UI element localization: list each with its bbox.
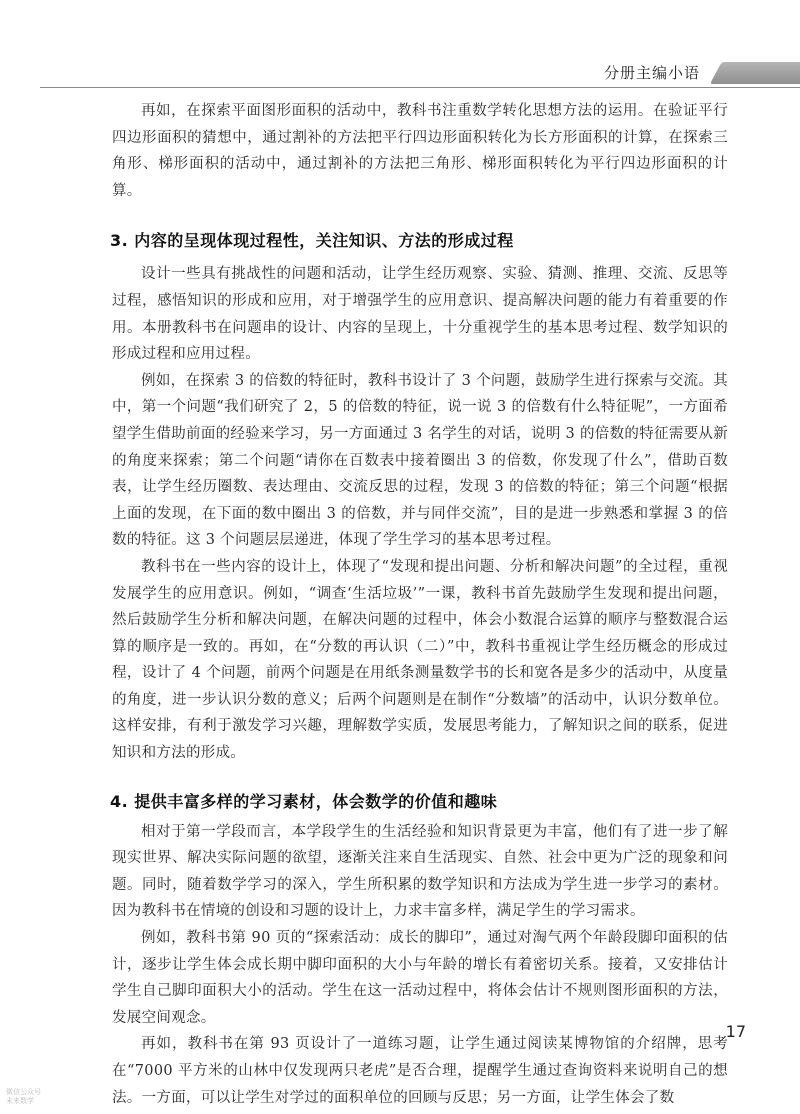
watermark <box>6 1088 41 1106</box>
page-number: 17 <box>725 1022 746 1041</box>
section-heading: 3. 内容的呈现体现过程性，关注知识、方法的形成过程 <box>110 231 514 251</box>
paragraph: 例如，在探索 3 的倍数的特征时，教科书设计了 3 个问题，鼓励学生进行探索与交流。其中，第一个问题“我们研究了 2，5 的倍数的特征，说一说 3 的倍数有什么特征呢”，一方面希望学生借助前面的经验来学习，另一方面通过 3 名学生的对话，说明 3 的倍数的特征需要从新的角度来探索；第二个问题“请你在百数表中接着圈出 3 的倍数，你发现了什么”，借助百数表，让学生经历圈数、表达理由、交流反思的过程，发现 3 的倍数的特征；第三个问题“根据上面的发现，在下面的数中圈出 3 的倍数，并与同伴交流”，目的是进一步熟悉和掌握 3 的倍数的特征。这 3 个问题层层递进，体现了学生学习的基本思考过程。 <box>112 372 728 549</box>
section-heading: 4. 提供丰富多样的学习素材，体会数学的价值和趣味 <box>110 791 498 811</box>
header-title: 分册主编小语 <box>603 64 700 82</box>
paragraph: 设计一些具有挑战性的问题和活动，让学生经历观察、实验、猜测、推理、交流、反思等过程，感悟知识的形成和应用，对于增强学生的应用意识、提高解决问题的能力有着重要的作用。本册教科书在问题串的设计、内容的呈现上，十分重视学生的基本思考过程、数学知识的形成过程和应用过程。 <box>112 266 728 363</box>
watermark-line: 微信公众号 <box>6 1088 41 1096</box>
page-header <box>0 60 800 88</box>
paragraph: 再如，教科书在第 93 页设计了一道练习题，让学生通过阅读某博物馆的介绍牌，思考在“7000 平方米的山林中仅发现两只老虎”是否合理，提醒学生通过查询资料来说明自己的想法。一方面，可以让学生对学过的面积单位的回顾与反思；另一方面，让学生体会了数 <box>112 1036 728 1106</box>
paragraph: 例如，教科书第 90 页的“探索活动：成长的脚印”，通过对淘气两个年龄段脚印面积的估计，逐步让学生体会成长期中脚印面积的大小与年龄的增长有着密切关系。接着，又安排估计学生自己脚印面积大小的活动。学生在这一活动过程中，将体会估计不规则图形面积的方法，发展空间观念。 <box>112 930 728 1026</box>
page-body <box>112 98 728 1111</box>
header-divider <box>40 87 800 88</box>
paragraph: 相对于第一学段而言，本学段学生的生活经验和知识背景更为丰富，他们有了进一步了解现实世界、解决实际问题的欲望，逐渐关注来自生活现实、自然、社会中更为广泛的现象和问题。同时，随着数学学习的深入，学生所积累的数学知识和方法成为学生进一步学习的素材。因为教科书在情境的创设和习题的设计上，力求丰富多样，满足学生的学习需求。 <box>112 823 728 920</box>
paragraph: 再如，在探索平面图形面积的活动中，教科书注重数学转化思想方法的运用。在验证平行四边形面积的猜想中，通过割补的方法把平行四边形面积转化为长方形面积的计算，在探索三角形、梯形面积的活动中，通过割补的方法把三角形、梯形面积转化为平行四边形面积的计算。 <box>112 103 728 199</box>
header-tab-decoration <box>710 62 800 84</box>
watermark-line: 未来数学 <box>6 1097 34 1105</box>
paragraph: 教科书在一些内容的设计上，体现了“发现和提出问题、分析和解决问题”的全过程，重视发展学生的应用意识。例如，“调查‘生活垃圾’”一课，教科书首先鼓励学生发现和提出问题，然后鼓励学生分析和解决问题，在解决问题的过程中，体会小数混合运算的顺序与整数混合运算的顺序是一致的。再如，在“分数的再认识（二）”中，教科书重视让学生经历概念的形成过程，设计了 4 个问题，前两个问题是在用纸条测量数学书的长和宽各是多少的活动中，从度量的角度，进一步认识分数的意义；后两个问题则是在制作“分数墙”的活动中，认识分数单位。这样安排，有利于激发学习兴趣，理解数学实质，发展思考能力，了解知识之间的联系，促进知识和方法的形成。 <box>112 558 728 762</box>
